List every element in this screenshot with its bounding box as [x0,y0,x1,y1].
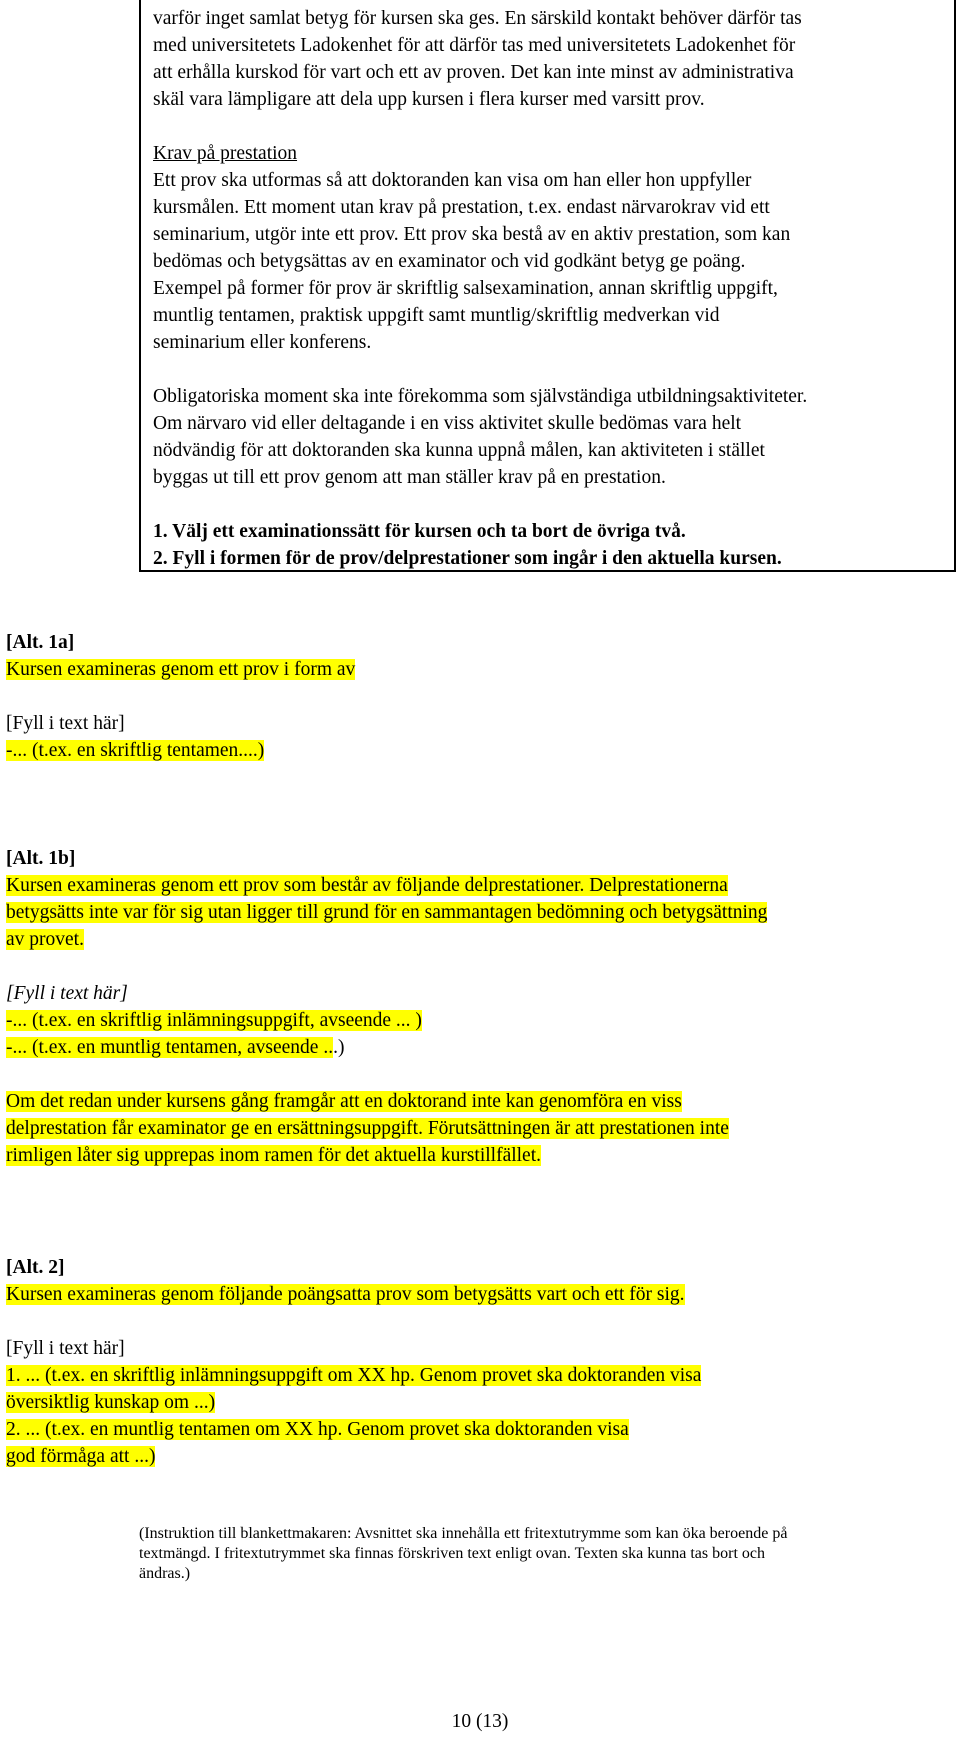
alt-1b-para-line: betygsätts inte var för sig utan ligger till grund för en sammantagen bedömning och betygsättning [6,902,768,923]
fill-in-label: [Fyll i text här] [6,1338,125,1359]
alt-2-item-line: 1. ... (t.ex. en skriftlig inlämningsuppgift om XX hp. Genom provet ska doktoranden visa [6,1365,702,1386]
instruction-box [139,0,956,572]
alt-1b-para2-line: rimligen låter sig upprepas inom ramen för det aktuella kurstillfället. [6,1145,542,1166]
alt-1b-para-line: av provet. [6,929,84,950]
form-maker-note [139,1524,919,1584]
note-line: (Instruktion till blankettmakaren: Avsnittet ska innehålla ett fritextutrymme som kan öka beroende på [139,1525,788,1542]
body-line: Exempel på former för prov är skriftlig salsexamination, annan skriftlig uppgift, [153,278,778,299]
intro-line: att erhålla kurskod för vart och ett av proven. Det kan inte minst av administrativa [153,62,794,83]
alt-1b-para2-line: Om det redan under kursens gång framgår att en doktorand inte kan genomföra en viss [6,1091,682,1112]
body-line: Ett prov ska utformas så att doktoranden kan visa om han eller hon uppfyller [153,170,752,191]
oblig-line: nödvändig för att doktoranden ska kunna uppnå målen, kan aktiviteten i stället [153,440,765,461]
fill-in-label: [Fyll i text här] [6,713,125,734]
body-line: seminarium, utgör inte ett prov. Ett prov ska bestå av en aktiv prestation, som kan [153,224,791,245]
alt-2-label: [Alt. 2] [6,1257,65,1278]
alt-2-item-line: god förmåga att ...) [6,1446,156,1467]
alt-1b-item: -... (t.ex. en skriftlig inlämningsuppgift, avseende ... ) [6,1010,422,1031]
alt-1b-label: [Alt. 1b] [6,848,76,869]
alt-2-section [6,1254,946,1470]
section-heading: Krav på prestation [153,143,298,164]
oblig-line: byggas ut till ett prov genom att man ställer krav på en prestation. [153,467,666,488]
oblig-line: Obligatoriska moment ska inte förekomma som självständiga utbildningsaktiviteter. [153,386,808,407]
alt-2-item-line: 2. ... (t.ex. en muntlig tentamen om XX hp. Genom provet ska doktoranden visa [6,1419,629,1440]
step-1: 1. Välj ett examinationssätt för kursen och ta bort de övriga två. [153,521,686,542]
alt-1b-para-line: Kursen examineras genom ett prov som består av följande delprestationer. Delprestationerna [6,875,728,896]
intro-line: skäl vara lämpligare att dela upp kursen i flera kurser med varsitt prov. [153,89,705,110]
body-line: muntlig tentamen, praktisk uppgift samt muntlig/skriftlig medverkan vid [153,305,720,326]
body-line: seminarium eller konferens. [153,332,372,353]
alt-2-text: Kursen examineras genom följande poängsatta prov som betygsätts vart och ett för sig. [6,1284,685,1305]
alt-1a-text: Kursen examineras genom ett prov i form av [6,659,356,680]
alt-1a-item: -... (t.ex. en skriftlig tentamen....) [6,740,265,761]
alt-1b-section [6,845,946,1169]
alt-1b-item-end: .) [333,1037,345,1058]
alt-1b-item: -... (t.ex. en muntlig tentamen, avseende .. [6,1037,334,1058]
note-line: textmängd. I fritextutrymmet ska finnas förskriven text enligt ovan. Texten ska kunna tas bort och [139,1545,765,1562]
body-line: bedömas och betygsättas av en examinator och vid godkänt betyg ge poäng. [153,251,746,272]
alt-1b-para2-line: delprestation får examinator ge en ersättningsuppgift. Förutsättningen är att prestationen inte [6,1118,729,1139]
intro-line: varför inget samlat betyg för kursen ska ges. En särskild kontakt behöver därför tas [153,8,802,29]
intro-line: med universitetets Ladokenhet för att därför tas med universitetets Ladokenhet för [153,35,796,56]
note-line: ändras.) [139,1565,191,1582]
alt-1a-label: [Alt. 1a] [6,632,75,653]
alt-1a-section [6,629,946,764]
oblig-line: Om närvaro vid eller deltagande i en viss aktivitet skulle bedömas vara helt [153,413,742,434]
fill-in-label: [Fyll i text här] [6,983,128,1004]
page-number: 10 (13) [451,1711,509,1732]
step-2: 2. Fyll i formen för de prov/delprestationer som ingår i den aktuella kursen. [153,548,782,569]
body-line: kursmålen. Ett moment utan krav på prestation, t.ex. endast närvarokrav vid ett [153,197,770,218]
alt-2-item-line: översiktlig kunskap om ...) [6,1392,216,1413]
